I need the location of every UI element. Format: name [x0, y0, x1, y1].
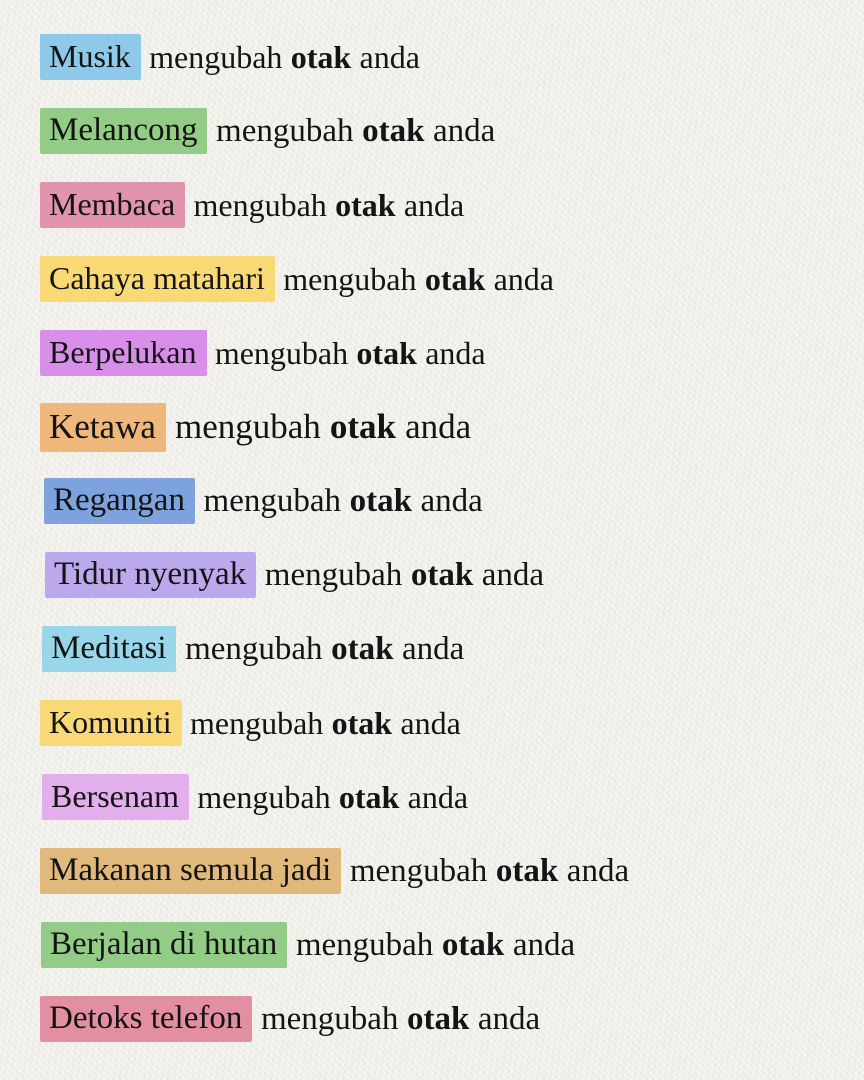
highlighted-phrase: Berpelukan [40, 330, 207, 376]
list-item [40, 316, 864, 390]
bold-word: otak [441, 926, 505, 963]
connector-text: mengubah [260, 1000, 399, 1037]
highlighted-phrase: Membaca [40, 182, 185, 228]
connector-text: mengubah [295, 926, 434, 963]
bold-word: otak [356, 334, 417, 371]
tail-text: anda [433, 112, 496, 149]
bold-word: otak [406, 1000, 470, 1037]
list-item [40, 94, 864, 168]
tail-text: anda [402, 630, 465, 667]
highlighted-phrase: Berjalan di hutan [41, 922, 287, 968]
brain-change-list [40, 20, 864, 1056]
connector-text: mengubah [197, 778, 331, 815]
list-item [40, 908, 864, 982]
connector-text: mengubah [216, 112, 354, 149]
highlighted-phrase: Regangan [44, 478, 195, 524]
list-item [40, 760, 864, 834]
list-item [40, 538, 864, 612]
tail-text: anda [405, 407, 472, 446]
list-item [40, 686, 864, 760]
tail-text: anda [512, 926, 576, 963]
list-item [40, 20, 864, 94]
highlighted-phrase: Musik [40, 34, 141, 80]
connector-text: mengubah [174, 407, 321, 446]
bold-word: otak [335, 186, 396, 223]
highlighted-phrase: Komuniti [40, 700, 182, 746]
tail-text: anda [425, 334, 486, 371]
connector-text: mengubah [185, 630, 323, 667]
connector-text: mengubah [193, 186, 327, 223]
bold-word: otak [290, 38, 352, 75]
tail-text: anda [403, 186, 465, 223]
bold-word: otak [329, 407, 396, 446]
connector-text: mengubah [283, 260, 417, 297]
highlighted-phrase: Makanan semula jadi [40, 848, 341, 894]
connector-text: mengubah [214, 334, 349, 371]
tail-text: anda [407, 778, 469, 815]
tail-text: anda [420, 482, 483, 519]
list-item [40, 464, 864, 538]
bold-word: otak [410, 556, 474, 593]
highlighted-phrase: Bersenam [42, 774, 189, 820]
bold-word: otak [495, 852, 559, 889]
bold-word: otak [331, 630, 394, 667]
list-item [40, 168, 864, 242]
connector-text: mengubah [189, 704, 324, 741]
list-item [40, 982, 864, 1056]
bold-word: otak [338, 778, 400, 815]
tail-text: anda [477, 1000, 541, 1037]
highlighted-phrase: Detoks telefon [40, 996, 252, 1042]
bold-word: otak [424, 260, 486, 297]
list-item [40, 390, 864, 464]
highlighted-phrase: Meditasi [42, 626, 176, 672]
tail-text: anda [481, 556, 545, 593]
highlighted-phrase: Melancong [40, 108, 207, 154]
highlighted-phrase: Cahaya matahari [40, 256, 275, 302]
list-item [40, 834, 864, 908]
bold-word: otak [331, 704, 393, 741]
highlighted-phrase: Ketawa [40, 403, 166, 452]
tail-text: anda [400, 704, 461, 741]
connector-text: mengubah [203, 482, 341, 519]
tail-text: anda [493, 260, 554, 297]
connector-text: mengubah [349, 852, 488, 889]
tail-text: anda [566, 852, 630, 889]
tail-text: anda [359, 38, 420, 75]
bold-word: otak [362, 112, 425, 149]
connector-text: mengubah [264, 556, 403, 593]
list-item [40, 242, 864, 316]
highlighted-phrase: Tidur nyenyak [45, 552, 256, 598]
connector-text: mengubah [149, 38, 283, 75]
list-item [40, 612, 864, 686]
bold-word: otak [349, 482, 412, 519]
